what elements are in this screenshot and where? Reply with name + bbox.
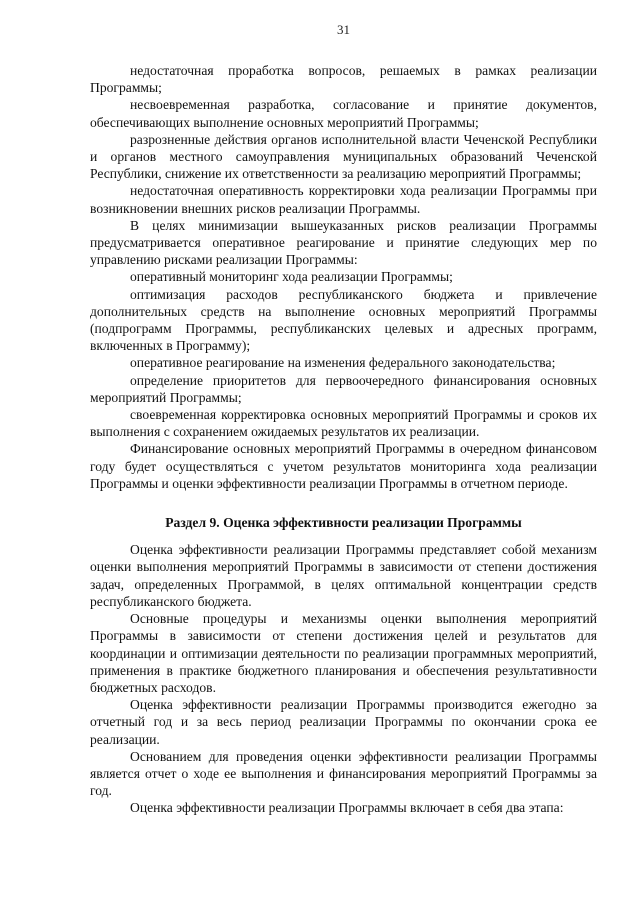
paragraph: Основанием для проведения оценки эффективности реализации Программы является отчет о ходе ее выполнения и финансирования мероприятий Программы за год. [90,748,597,799]
paragraph: недостаточная проработка вопросов, решаемых в рамках реализации Программы; [90,63,597,96]
paragraph: оперативный мониторинг хода реализации Программы; [130,269,453,285]
section-heading: Раздел 9. Оценка эффективности реализации Программы [165,515,522,531]
document-page [90,22,597,817]
paragraph: недостаточная оперативность корректировки хода реализации Программы при возникновении внешних рисков реализации Программы. [90,183,597,216]
paragraph: определение приоритетов для первоочередного финансирования основных мероприятий Программы; [90,372,597,405]
page-number: 31 [337,22,350,37]
paragraph: своевременная корректировка основных мероприятий Программы и сроков их выполнения с сохранением ожидаемых результатов их реализации. [90,407,597,440]
paragraph: Основные процедуры и механизмы оценки выполнения мероприятий Программы в зависимости от степени достижения целей и результатов для координации и оптимизации деятельности по реализации программных мероприятий, применения в практике бюджетного планирования и обеспечения результативности бюджетных расходов. [90,611,597,695]
paragraph: В целях минимизации вышеуказанных рисков реализации Программы предусматривается оперативное реагирование и принятие следующих мер по управлению рисками реализации Программы: [90,217,597,268]
paragraph: оперативное реагирование на изменения федерального законодательства; [130,355,556,371]
paragraph: Финансирование основных мероприятий Программы в очередном финансовом году будет осуществляться с учетом результатов мониторинга хода реализации Программы и оценки эффективности реализации Программы в отчетном периоде. [90,441,597,491]
paragraph: Оценка эффективности реализации Программы производится ежегодно за отчетный год и за весь период реализации Программы по окончании срока ее реализации. [90,697,597,747]
paragraph: оптимизация расходов республиканского бюджета и привлечение дополнительных средств на выполнение основных мероприятий Программы (подпрограмм Программы, республиканских целевых и адресных программ, включенных в Программу); [90,286,597,354]
paragraph: несвоевременная разработка, согласование и принятие документов, обеспечивающих выполнение основных мероприятий Программы; [90,97,597,130]
paragraph: Оценка эффективности реализации Программы включает в себя два этапа: [130,800,564,816]
paragraph: разрозненные действия органов исполнительной власти Чеченской Республики и органов местного самоуправления муниципальных образований Чеченской Республики, снижение их ответственности за реализацию мероприятий Программы; [90,131,597,182]
paragraph: Оценка эффективности реализации Программы представляет собой механизм оценки выполнения мероприятий Программы в зависимости от степени достижения задач, определенных Программой, в целях оптимальной концентрации средств республиканского бюджета. [90,542,597,609]
